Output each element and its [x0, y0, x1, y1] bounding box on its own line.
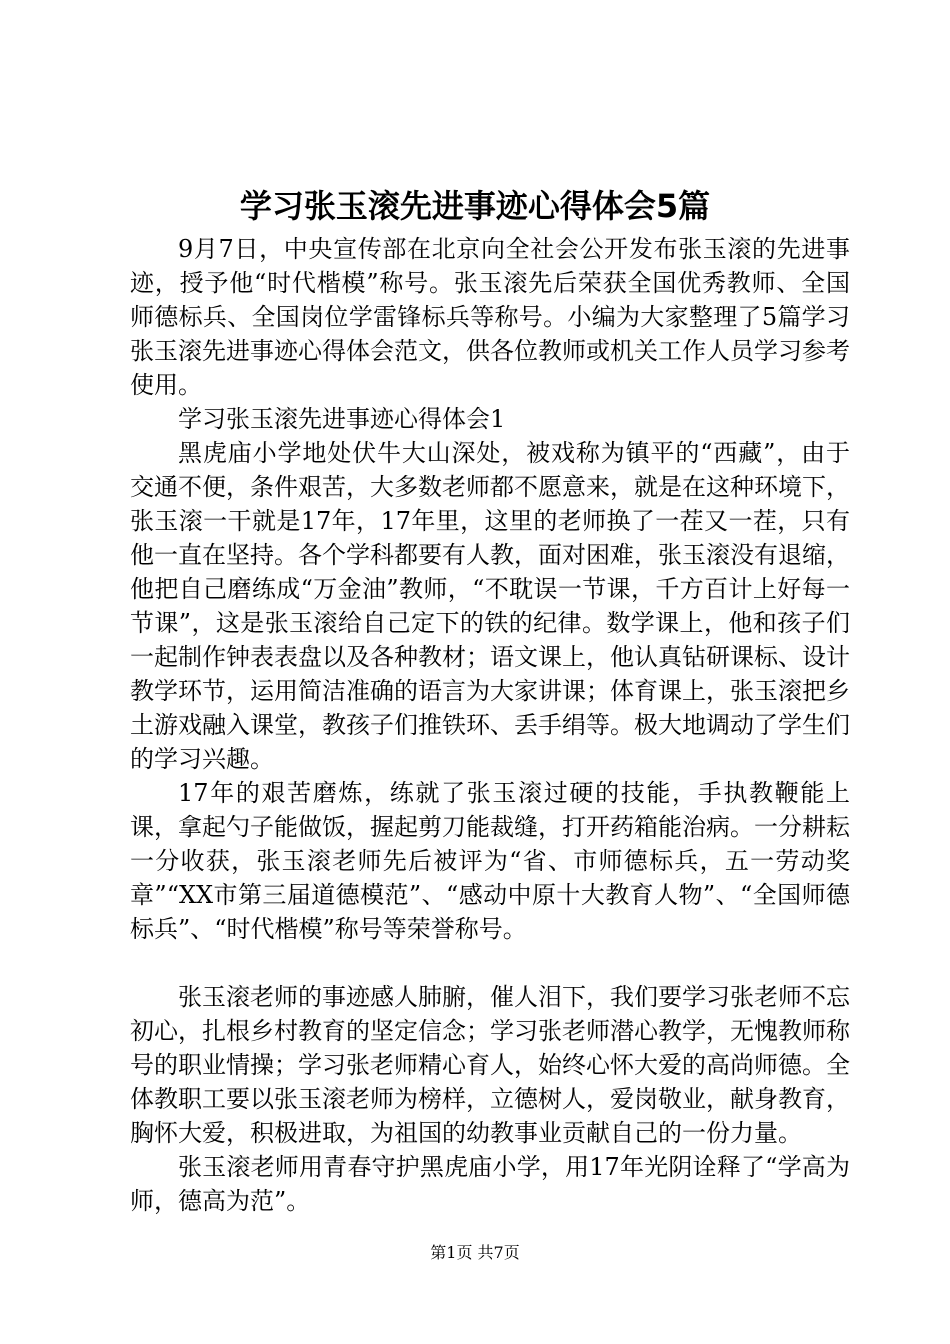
- document-body: [130, 232, 850, 1218]
- section-heading: 学习张玉滚先进事迹心得体会1: [178, 405, 506, 433]
- body-paragraph: 张玉滚老师用青春守护黑虎庙小学，用17年光阴诠释了“学高为师，德高为范”。: [130, 1153, 850, 1215]
- intro-paragraph: 9月7日，中央宣传部在北京向全社会公开发布张玉滚的先进事迹，授予他“时代楷模”称号。张玉滚先后荣获全国优秀教师、全国师德标兵、全国岗位学雷锋标兵等称号。小编为大家整理了5篇学习张玉滚先进事迹心得体会范文，供各位教师或机关工作人员学习参考使用。: [130, 235, 850, 399]
- body-paragraph: 张玉滚老师的事迹感人肺腑，催人泪下，我们要学习张老师不忘初心，扎根乡村教育的坚定信念；学习张老师潜心教学，无愧教师称号的职业情操；学习张老师精心育人，始终心怀大爱的高尚师德。全体教职工要以张玉滚老师为榜样，立德树人，爱岗敬业，献身教育，胸怀大爱，积极进取，为祖国的幼教事业贡献自己的一份力量。: [130, 983, 850, 1147]
- body-paragraph: 17年的艰苦磨炼，练就了张玉滚过硬的技能，手执教鞭能上课，拿起勺子能做饭，握起剪刀能裁缝，打开药箱能治病。一分耕耘一分收获，张玉滚老师先后被评为“省、市师德标兵，五一劳动奖章”“XX市第三届道德模范”、“感动中原十大教育人物”、“全国师德标兵”、“时代楷模”称号等荣誉称号。: [130, 779, 850, 943]
- body-paragraph: 黑虎庙小学地处伏牛大山深处，被戏称为镇平的“西藏”，由于交通不便，条件艰苦，大多数老师都不愿意来，就是在这种环境下，张玉滚一干就是17年，17年里，这里的老师换了一茬又一茬，只有他一直在坚持。各个学科都要有人教，面对困难，张玉滚没有退缩，他把自己磨练成“万金油”教师，“不耽误一节课，千方百计上好每一节课”，这是张玉滚给自己定下的铁的纪律。数学课上，他和孩子们一起制作钟表表盘以及各种教材；语文课上，他认真钻研课标、设计教学环节，运用简洁准确的语言为大家讲课；体育课上，张玉滚把乡土游戏融入课堂，教孩子们推铁环、丢手绢等。极大地调动了学生们的学习兴趣。: [130, 439, 850, 773]
- page-number: 第1页 共7页: [430, 1243, 520, 1262]
- document-title: 学习张玉滚先进事迹心得体会5篇: [239, 187, 711, 225]
